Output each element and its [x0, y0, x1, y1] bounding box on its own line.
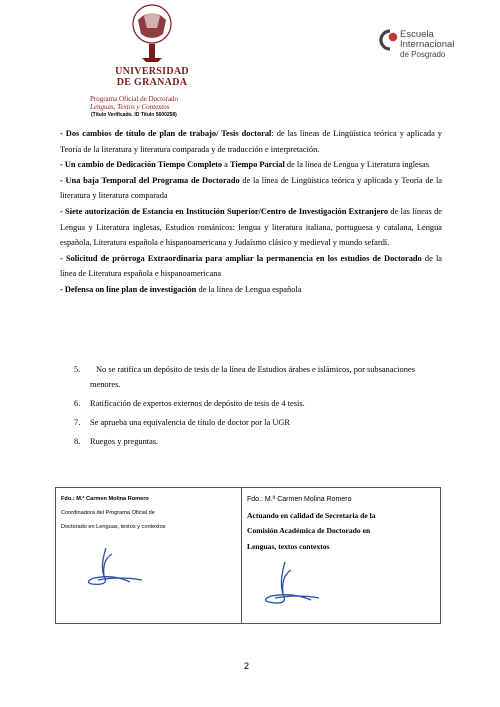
verification-note: (Título Verificado. ID Título 5600258) — [91, 112, 177, 118]
agenda-item: - Dos cambios de título de plan de trabajo/ Tesis doctoral: de las líneas de Lingüística teórica y aplicada y Teoría de la literatura y literatura comparada y de traducción e interpretación. — [60, 129, 442, 154]
list-item: 6. Ratificación de expertos externos de depósito de tesis de 4 tesis. — [74, 399, 305, 408]
page-number: 2 — [244, 661, 250, 671]
page-header — [0, 0, 500, 125]
signature-cell-secretary: Fdo.: M.ª Carmen Molina Romero Actuando en calidad de Secretaria de la Comisión Académica de Doctorado en Lenguas, textos contextos — [242, 488, 441, 624]
program-title: Programa Oficial de Doctorado Lenguas, Textos y Contextos — [90, 95, 179, 111]
agenda-item: - Un cambio de Dedicación Tiempo Completo a Tiempo Parcial de la línea de Lengua y Literatura inglesas — [60, 160, 429, 170]
agenda-item: - Solicitud de prórroga Extraordinaria para ampliar la permanencia en los estudios de Doctorado de la línea de Literatura española e hispanoamericana — [60, 253, 442, 279]
list-item: 8. Ruegos y preguntas. — [74, 437, 159, 446]
ugr-crest-icon — [130, 4, 174, 64]
eip-logo-icon — [378, 28, 400, 54]
handwritten-signature-left — [80, 546, 150, 591]
university-name: UNIVERSIDAD DE GRANADA — [115, 66, 189, 88]
list-item: 5. No se ratifica un depósito de tesis de la línea de Estudios árabes e islámicos, por subsanaciones menores. — [74, 365, 415, 389]
signature-cell-coordinator: Fdo.: M.ª Carmen Molina Romero Coordinadora del Programa Oficial de Doctorado en Lenguas, textos y contextos — [56, 488, 242, 624]
agenda-items — [60, 126, 442, 298]
list-item: 7. Se aprueba una equivalencia de título de doctor por la UGR — [74, 418, 291, 427]
escuela-posgrado-logo — [378, 28, 488, 68]
agenda-item: - Defensa on line plan de investigación de la línea de Lengua española — [60, 284, 302, 294]
agenda-item: - Una baja Temporal del Programa de Doctorado de la línea de Lingüística teórica y aplicada y Teoría de la literatura y literatura comparada — [60, 175, 442, 201]
school-name: Escuela Internacional de Posgrado — [400, 29, 455, 59]
numbered-list — [74, 362, 434, 449]
handwritten-signature-right — [255, 560, 325, 610]
agenda-item: - Siete autorización de Estancia en Institución Superior/Centro de Investigación Extranjero de las líneas de Lengua y Literatura inglesas, Estudios románicos: lengua y literatura italiana, portuguesa y catalana, Lengua española, Literatura española e hispanoamericana y Judaísmo clásico y medieval y mundo sefardí. — [60, 206, 442, 248]
